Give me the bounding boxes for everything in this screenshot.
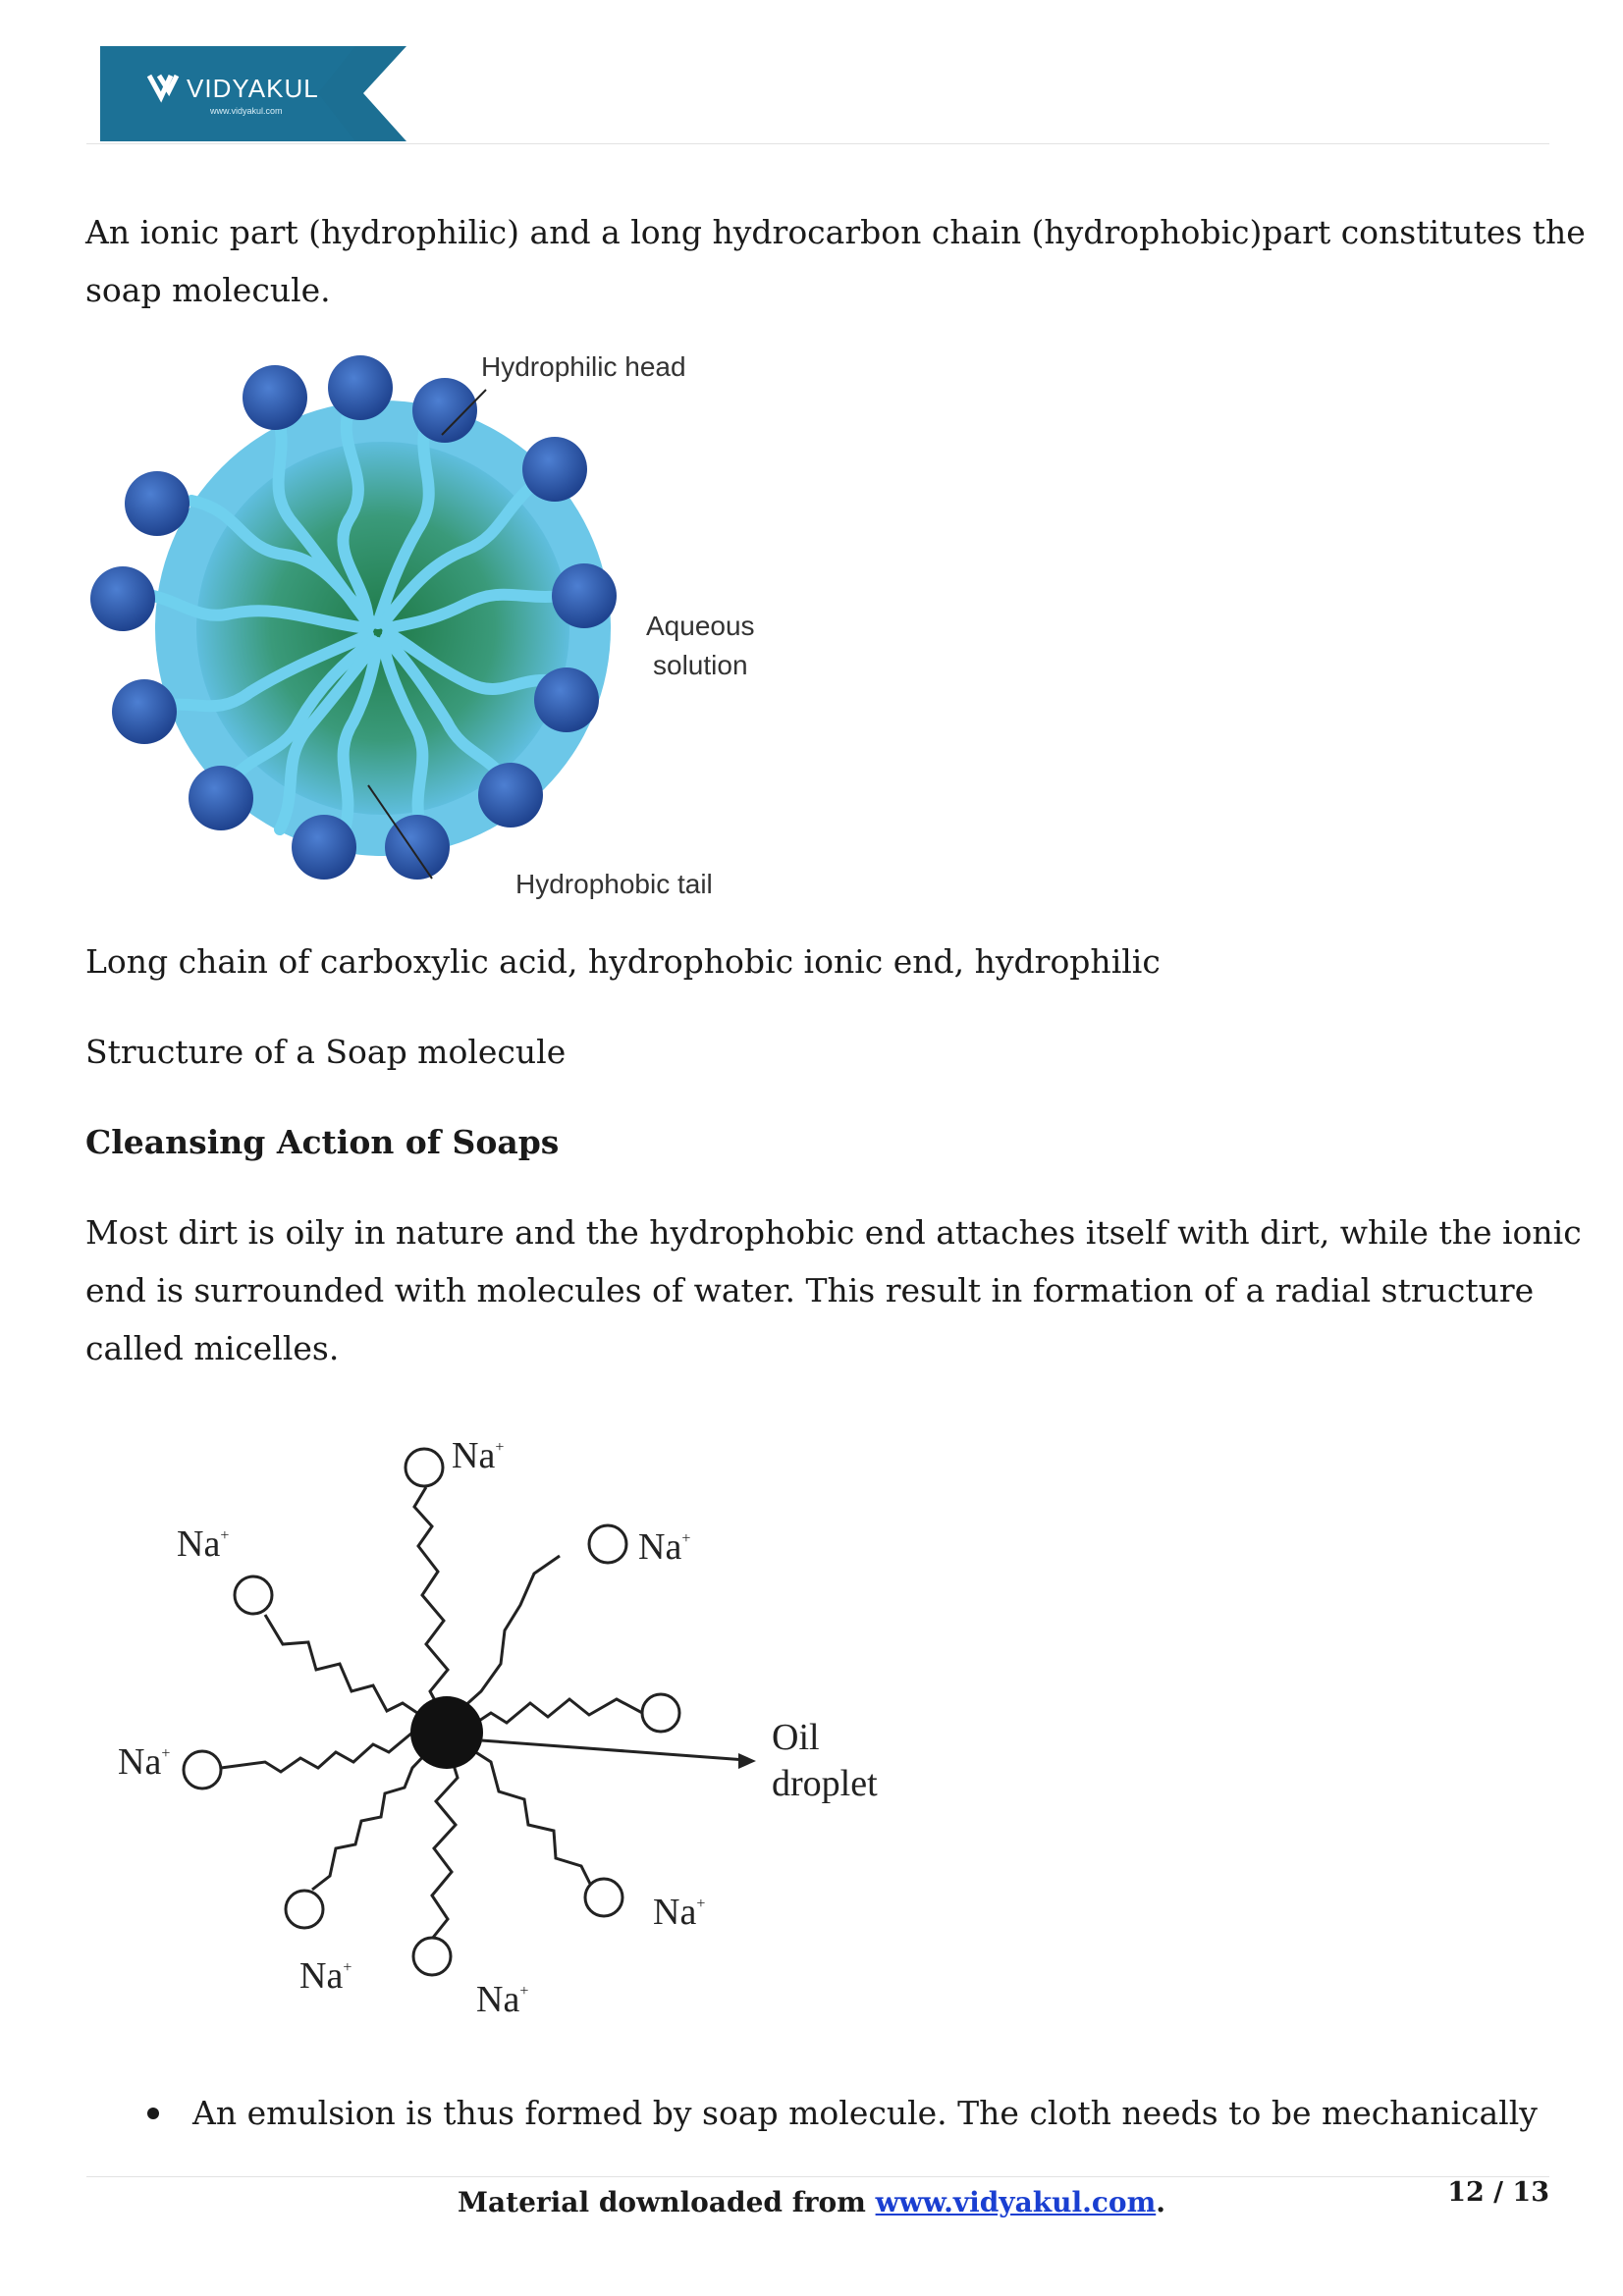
footer-prefix: Material downloaded from xyxy=(458,2186,876,2218)
logo-text: VIDYAKUL xyxy=(187,74,319,103)
footer xyxy=(0,2183,1623,2222)
body-line-2: end is surrounded with molecules of water. This result in formation of a radial structure xyxy=(85,1271,1535,1309)
footer-suffix: . xyxy=(1156,2186,1165,2218)
footer-divider xyxy=(86,2176,1549,2177)
label-hydrophobic-tail: Hydrophobic tail xyxy=(515,869,713,899)
intro-line-2: soap molecule. xyxy=(85,271,331,309)
na-label: Na+ xyxy=(653,1892,706,1933)
label-oil: Oil xyxy=(772,1717,820,1758)
oil-droplet xyxy=(410,1696,483,1769)
na-label: Na+ xyxy=(118,1741,171,1783)
soap-micelle-diagram xyxy=(83,339,781,903)
list-item xyxy=(147,2084,1538,2142)
body-line-1: Most dirt is oily in nature and the hydrophobic end attaches itself with dirt, while the ionic xyxy=(85,1213,1582,1252)
na-label: Na+ xyxy=(476,1979,529,2020)
na-label: Na+ xyxy=(177,1523,230,1565)
vidyakul-logo xyxy=(100,46,406,141)
logo-subtext: www.vidyakul.com xyxy=(210,106,283,116)
bullet-icon xyxy=(147,2108,159,2119)
label-droplet: droplet xyxy=(772,1763,878,1804)
caption-carboxylic: Long chain of carboxylic acid, hydrophobic ionic end, hydrophilic xyxy=(85,942,1161,981)
na-label: Na+ xyxy=(452,1435,505,1476)
label-hydrophilic-head: Hydrophilic head xyxy=(481,351,686,382)
label-aqueous: Aqueous xyxy=(646,611,755,641)
body-line-3: called micelles. xyxy=(85,1329,340,1367)
section-heading: Cleansing Action of Soaps xyxy=(85,1123,560,1161)
bullet-text: An emulsion is thus formed by soap molecule. The cloth needs to be mechanically xyxy=(192,2094,1538,2132)
na-label: Na+ xyxy=(638,1526,691,1568)
oil-droplet-micelle-diagram xyxy=(108,1428,903,2029)
oil-arrow-head xyxy=(738,1753,756,1769)
na-label: Na+ xyxy=(299,1955,352,1997)
oil-arrow-line xyxy=(481,1740,746,1760)
header-divider xyxy=(86,143,1549,144)
caption-structure: Structure of a Soap molecule xyxy=(85,1033,567,1071)
footer-link[interactable]: www.vidyakul.com xyxy=(875,2186,1157,2218)
label-solution: solution xyxy=(653,650,748,680)
page-number: 12 / 13 xyxy=(1447,2177,1549,2208)
intro-line-1: An ionic part (hydrophilic) and a long hydrocarbon chain (hydrophobic)part constitutes the xyxy=(85,213,1586,251)
